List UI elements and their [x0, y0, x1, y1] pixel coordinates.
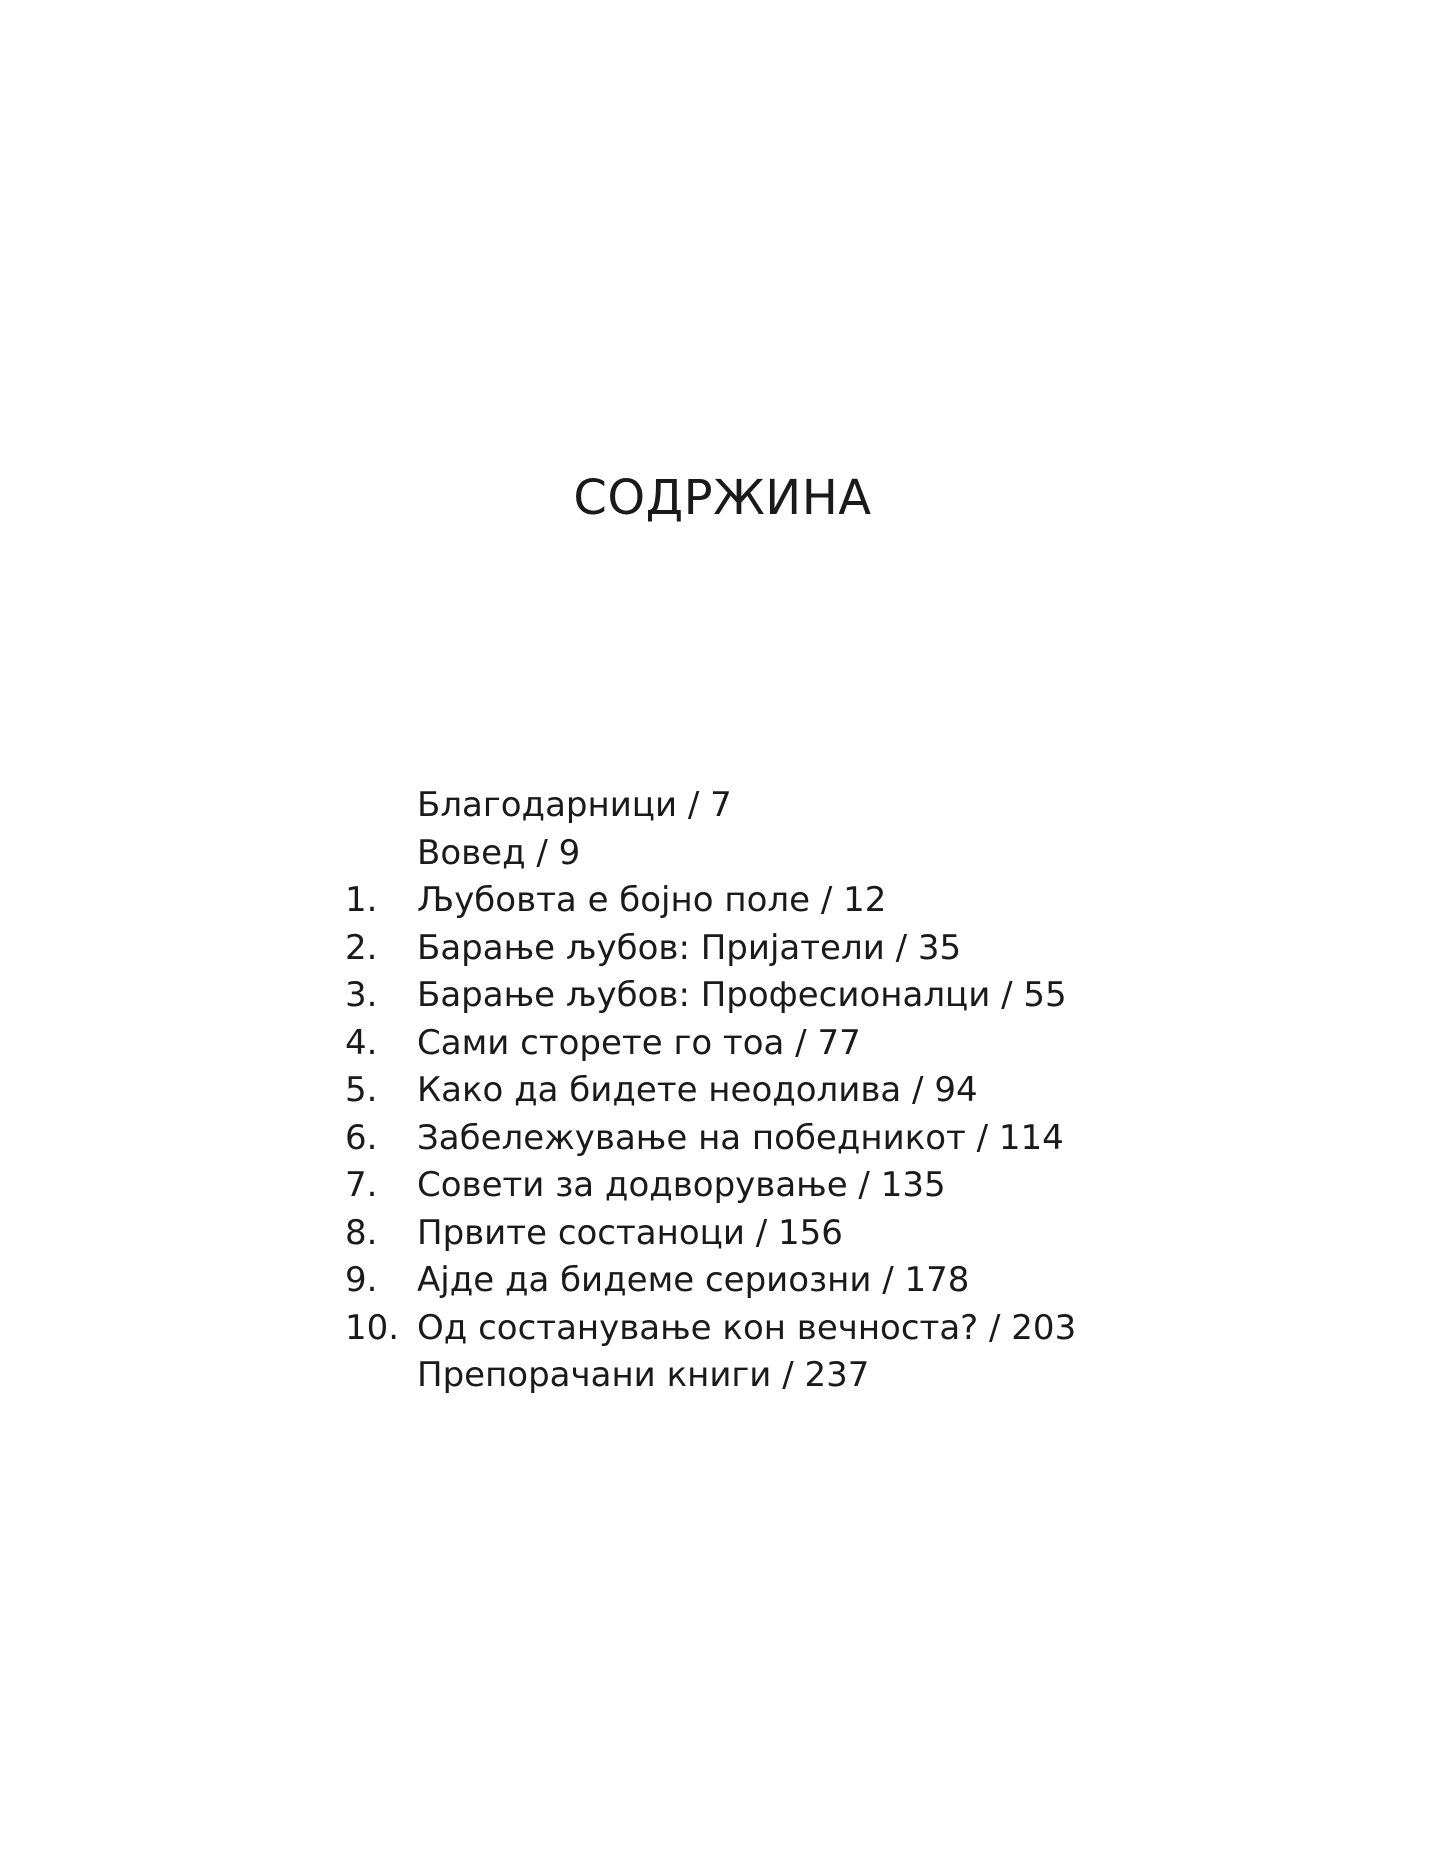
toc-entry-number: 10.: [345, 1307, 400, 1348]
toc-entry-title: Барање љубов: Професионалци / 55: [417, 975, 1067, 1015]
toc-entry-title: Сами сторете го тоа / 77: [417, 1022, 861, 1063]
toc-entry-chapter-6: [0, 1115, 1445, 1163]
toc-entry-title: Вовед / 9: [417, 832, 581, 873]
toc-entry-chapter-10: [0, 1305, 1445, 1353]
toc-entry-title: Барање љубов: Пријатели / 35: [417, 927, 962, 968]
toc-entry-number: 3.: [345, 975, 378, 1015]
table-of-contents: [0, 782, 1445, 1400]
toc-entry-chapter-3: [0, 972, 1445, 1020]
toc-entry-chapter-8: [0, 1210, 1445, 1258]
toc-entry-title: Совети за додворување / 135: [417, 1165, 946, 1205]
toc-entry-acknowledgements: [0, 782, 1445, 830]
toc-entry-title: Љубовта е бојно поле / 12: [417, 880, 887, 920]
toc-entry-chapter-9: [0, 1257, 1445, 1305]
toc-entry-number: 8.: [345, 1212, 378, 1253]
toc-entry-introduction: [0, 830, 1445, 878]
toc-entry-chapter-5: [0, 1067, 1445, 1115]
toc-entry-chapter-7: [0, 1162, 1445, 1210]
toc-entry-number: 2.: [345, 927, 378, 968]
toc-entry-number: 9.: [345, 1260, 378, 1300]
toc-entry-title: Препорачани книги / 237: [417, 1355, 870, 1395]
toc-entry-title: Ајде да бидеме сериозни / 178: [417, 1260, 970, 1300]
toc-entry-recommended-books: [0, 1352, 1445, 1400]
toc-entry-title: Првите состаноци / 156: [417, 1212, 843, 1253]
toc-entry-chapter-4: [0, 1020, 1445, 1068]
toc-entry-number: 5.: [345, 1070, 378, 1110]
toc-entry-title: Забележување на победникот / 114: [417, 1117, 1064, 1158]
toc-entry-chapter-2: [0, 925, 1445, 973]
toc-entry-number: 1.: [345, 880, 378, 920]
toc-entry-title: Благодарници / 7: [417, 785, 732, 825]
toc-entry-chapter-1: [0, 877, 1445, 925]
toc-entry-title: Како да бидете неодолива / 94: [417, 1070, 978, 1110]
toc-entry-number: 4.: [345, 1022, 378, 1063]
page-title: СОДРЖИНА: [573, 470, 872, 526]
toc-entry-number: 7.: [345, 1165, 378, 1205]
toc-entry-title: Од состанување кон вечноста? / 203: [417, 1307, 1077, 1348]
toc-entry-number: 6.: [345, 1117, 378, 1158]
